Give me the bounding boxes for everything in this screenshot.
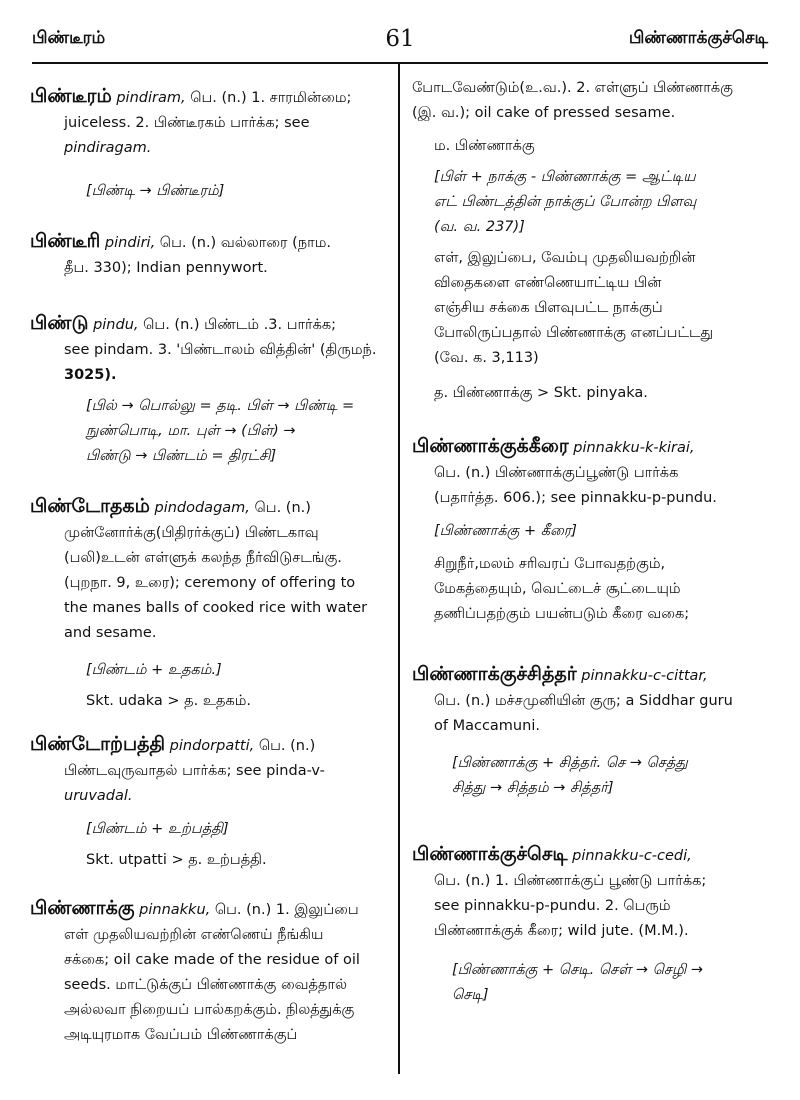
- definition-line: பெ. (n.) 1. பிண்ணாக்குப் பூண்டு பார்க்க;: [434, 873, 707, 889]
- headword: பிண்டோதகம்: [30, 495, 150, 517]
- column-divider: [398, 64, 400, 1074]
- definition-line: (பதார்த்த. 606.); see pinnakku-p-pundu.: [434, 490, 717, 506]
- etymology: [பிண்டம் + உற்பத்தி]: [86, 821, 229, 837]
- definition-line: தீப. 330); Indian pennywort.: [64, 260, 268, 276]
- definition-line: அல்லவா நிறையப் பால்கறக்கும். நிலத்துக்கு: [64, 1002, 355, 1018]
- definition-line: பெ. (n.): [258, 738, 316, 754]
- definition-line: பெ. (n.) பிண்ணாக்குப்பூண்டு பார்க்க: [434, 465, 679, 481]
- etymology: [பிள் + நாக்கு - பிண்ணாக்கு = ஆட்டிய: [434, 169, 696, 185]
- definition-line: பெ. (n.) பிண்டம் .3. பார்க்க;: [143, 317, 337, 333]
- definition-line: (பலி)உடன் எள்ளுக் கலந்த நீர்விடுசடங்கு.: [64, 550, 342, 566]
- definition-line: of Maccamuni.: [434, 718, 540, 734]
- page-header: [32, 14, 768, 54]
- etymology: [பிண்ணாக்கு + கீரை]: [434, 523, 577, 539]
- definition-line: போடவேண்டும்(உ.வ.). 2. எள்ளுப் பிண்ணாக்கு: [412, 80, 733, 96]
- etymology: [பிண்டி → பிண்டீரம்]: [86, 183, 225, 199]
- etymology: [பிண்ணாக்கு + செடி. செள் → செழி →: [452, 962, 703, 978]
- transliteration: pindiri,: [104, 235, 156, 251]
- definition-line: seeds. மாட்டுக்குப் பிண்ணாக்கு வைத்தால்: [64, 977, 348, 993]
- etymology: [பிண்ணாக்கு + சித்தர். செ → செத்து: [452, 755, 688, 771]
- cross-reference: pindiragam.: [64, 140, 152, 156]
- etymology: பிண்டு → பிண்டம் = திரட்சி]: [86, 448, 277, 464]
- entry-pindu: [30, 311, 386, 469]
- transliteration: pinnakku-c-cedi,: [572, 848, 692, 864]
- note-line: மேகத்தையும், வெட்டைச் சூட்டையும்: [434, 581, 681, 597]
- entry-pinnakkukkirai: [412, 434, 742, 627]
- definition-line: see pindam. 3. 'பிண்டாலம் வித்தின்' (திருமந்.: [64, 342, 377, 358]
- headword: பிண்ணாக்கு: [30, 897, 135, 919]
- definition-line: முன்னோர்க்கு(பிதிரர்க்குப்) பிண்டகாவு: [64, 525, 319, 541]
- definition-line: பெ. (n.) வல்லாரை (நாம.: [159, 235, 331, 251]
- transliteration: pindiram,: [116, 90, 186, 106]
- page-number: 61: [385, 26, 415, 52]
- running-head-right: பிண்ணாக்குச்செடி: [628, 28, 768, 48]
- sanskrit-cognate: Skt. utpatti > த. உற்பத்தி.: [86, 852, 267, 868]
- note-line: போலிருப்பதால் பிண்ணாக்கு எனப்பட்டது: [434, 325, 714, 341]
- etymology: (வ. வ. 237)]: [434, 219, 525, 235]
- entry-pinnakku: [30, 896, 386, 1048]
- entry-pindodagam: [30, 494, 386, 714]
- headword: பிண்டீரம்: [30, 85, 112, 107]
- headword: பிண்ணாக்குக்கீரை: [412, 435, 569, 457]
- definition-line: (புறநா. 9, உரை); ceremony of offering to: [64, 575, 356, 591]
- etymology: [பிண்டம் + உதகம்.]: [86, 662, 222, 678]
- entry-pindiram: [30, 84, 386, 204]
- transliteration: pinnakku,: [139, 902, 211, 918]
- definition-line: the manes balls of cooked rice with water: [64, 600, 368, 616]
- sanskrit-cognate: Skt. udaka > த. உதகம்.: [86, 693, 251, 709]
- definition-line: பிண்ணாக்குக் கீரை; wild jute. (M.M.).: [434, 923, 689, 939]
- headword: பிண்ணாக்குச்செடி: [412, 843, 568, 865]
- definition-line: (இ. வ.); oil cake of pressed sesame.: [412, 105, 676, 121]
- transliteration: pindorpatti,: [169, 738, 255, 754]
- etymology: எட் பிண்டத்தின் நாக்குப் போன்ற பிளவு: [434, 194, 697, 210]
- etymology: செடி]: [452, 987, 489, 1003]
- entry-pinnakkucittar: [412, 662, 742, 801]
- entry-pindiri: [30, 229, 386, 281]
- definition-line: and sesame.: [64, 625, 157, 641]
- entry-pinnakkuccedi: [412, 842, 742, 1008]
- transliteration: pindodagam,: [154, 500, 250, 516]
- header-rule: [32, 62, 768, 64]
- entry-pindorpatti: [30, 732, 386, 873]
- transliteration: pinnakku-c-cittar,: [581, 668, 708, 684]
- definition-line: பெ. (n.): [254, 500, 311, 516]
- definition-line: 3025).: [64, 367, 117, 383]
- transliteration: pinnakku-k-kirai,: [573, 440, 695, 456]
- definition-line: சக்கை; oil cake made of the residue of oil: [64, 952, 360, 968]
- cross-reference: uruvadal.: [64, 788, 133, 804]
- headword: பிண்டு: [30, 312, 89, 334]
- etymology: சித்து → சித்தம் → சித்தர்]: [452, 780, 614, 796]
- etymology: [பில் → பொல்லு = தடி. பிள் → பிண்டி =: [86, 398, 355, 414]
- note-line: எஞ்சிய சக்கை பிளவுபட்ட நாக்குப்: [434, 300, 663, 316]
- definition-line: பெ. (n.) மச்சமுனியின் குரு; a Siddhar guru: [434, 693, 733, 709]
- definition-line: juiceless. 2. பிண்டீரகம் பார்க்க; see: [64, 115, 310, 131]
- definition-line: அடியுரமாக வேப்பம் பிண்ணாக்குப்: [64, 1027, 298, 1043]
- headword: பிண்டீரி: [30, 230, 101, 252]
- malayalam-cognate: ம. பிண்ணாக்கு: [434, 138, 535, 154]
- note-line: விதைகளை எண்ணெயாட்டிய பின்: [434, 275, 662, 291]
- definition-line: பிண்டவுருவாதல் பார்க்க; see pinda-v-: [64, 763, 325, 779]
- note-line: தணிப்பதற்கும் பயன்படும் கீரை வகை;: [434, 606, 690, 622]
- definition-line: பெ. (n.) 1. இலுப்பை: [214, 902, 359, 918]
- definition-line: பெ. (n.) 1. சாரமின்மை;: [190, 90, 352, 106]
- entry-pinnakku-continued: [412, 76, 742, 406]
- note-line: எள், இலுப்பை, வேம்பு முதலியவற்றின்: [434, 250, 696, 266]
- sanskrit-cognate: த. பிண்ணாக்கு > Skt. pinyaka.: [434, 385, 648, 401]
- headword: பிண்ணாக்குச்சித்தர்: [412, 663, 577, 685]
- note-line: சிறுநீர்,மலம் சரிவரப் போவதற்கும்,: [434, 556, 666, 572]
- headword: பிண்டோற்பத்தி: [30, 733, 166, 755]
- note-line: (வே. க. 3,113): [434, 350, 539, 366]
- definition-line: எள் முதலியவற்றின் எண்ணெய் நீங்கிய: [64, 927, 324, 943]
- definition-line: see pinnakku-p-pundu. 2. பெரும்: [434, 898, 671, 914]
- running-head-left: பிண்டீரம்: [32, 28, 106, 48]
- etymology: நுண்பொடி, மா. புள் → (பிள்) →: [86, 423, 296, 439]
- transliteration: pindu,: [93, 317, 139, 333]
